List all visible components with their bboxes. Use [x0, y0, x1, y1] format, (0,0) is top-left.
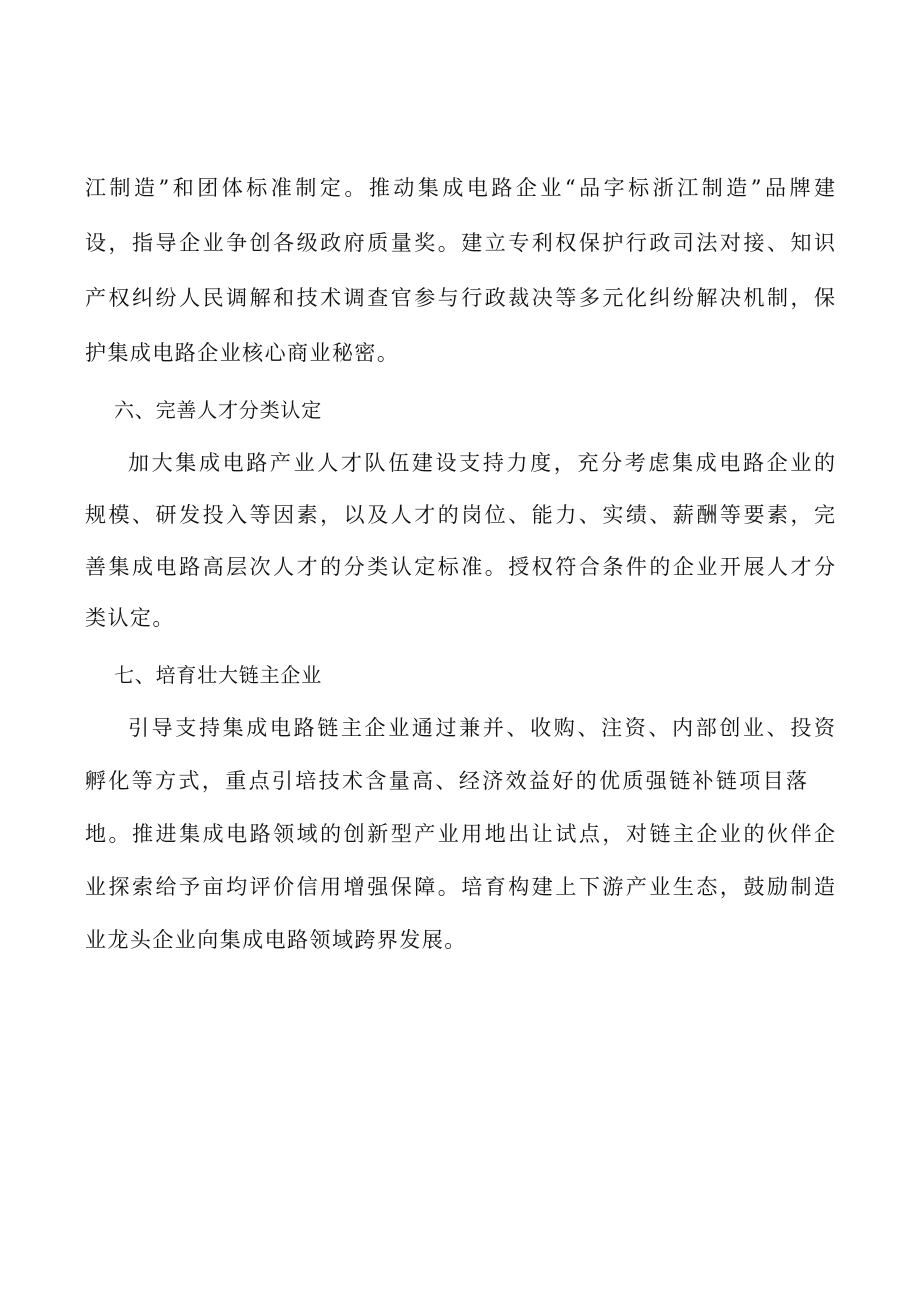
- paragraph-line: 护集成电路企业核心商业秘密。: [85, 341, 400, 365]
- paragraph-line: 业探索给予亩均评价信用增强保障。培育构建上下游产业生态，鼓励制造: [85, 875, 835, 899]
- paragraph-line: 加大集成电路产业人才队伍建设支持力度，充分考虑集成电路企业的: [128, 451, 835, 475]
- paragraph-line: 地。推进集成电路领域的创新型产业用地出让试点，对链主企业的伙伴企: [85, 822, 835, 846]
- paragraph-line: 规模、研发投入等因素，以及人才的岗位、能力、实绩、薪酬等要素，完: [85, 503, 835, 527]
- paragraph-line: 产权纠纷人民调解和技术调查官参与行政裁决等多元化纠纷解决机制，保: [85, 286, 835, 310]
- paragraph-line: 孵化等方式，重点引培技术含量高、经济效益好的优质强链补链项目落: [85, 769, 807, 793]
- paragraph-line: 引导支持集成电路链主企业通过兼并、收购、注资、内部创业、投资: [128, 716, 835, 740]
- paragraph-line: 业龙头企业向集成电路领域跨界发展。: [85, 928, 467, 952]
- section-heading: 七、培育壮大链主企业: [114, 663, 322, 687]
- paragraph-line: 江制造”和团体标准制定。推动集成电路企业“品字标浙江制造”品牌建: [85, 176, 835, 200]
- paragraph-line: 设，指导企业争创各级政府质量奖。建立专利权保护行政司法对接、知识: [85, 231, 835, 255]
- paragraph-line: 类认定。: [85, 606, 175, 630]
- paragraph-line: 善集成电路高层次人才的分类认定标准。授权符合条件的企业开展人才分: [85, 555, 835, 579]
- section-heading: 六、完善人才分类认定: [114, 398, 322, 422]
